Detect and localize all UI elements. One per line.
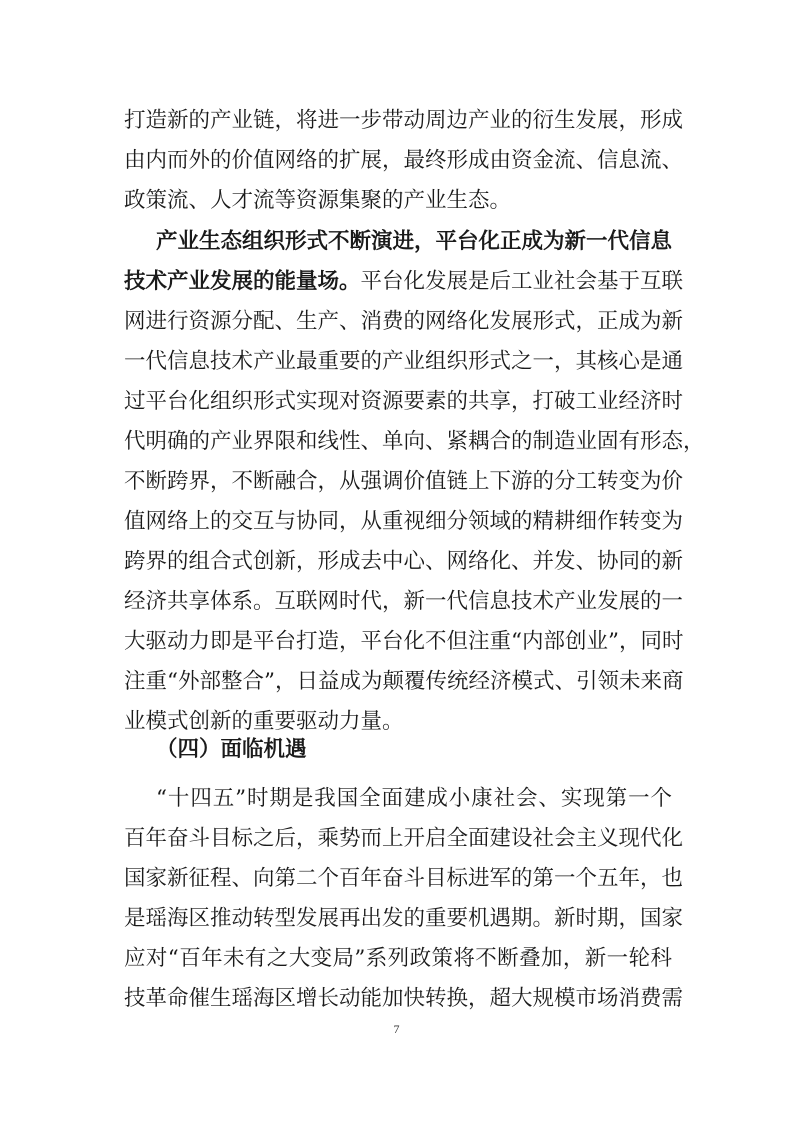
paragraph2-line-11: 大驱动力即是平台打造，平台化不但注重“内部创业”，同时 (124, 629, 684, 654)
paragraph2-line-7: 不断跨界，不断融合，从强调价值链上下游的分工转变为价 (124, 469, 684, 494)
paragraph2-line-2 (124, 262, 684, 302)
paragraph2-line-2-rest: 平台化发展是后工业社会基于互联 (360, 269, 684, 294)
paragraph2-line-13: 业模式创新的重要驱动力量。 (124, 709, 404, 734)
paragraph2-bold-line-1: 产业生态组织形式不断演进，平台化正成为新一代信息 (156, 229, 673, 254)
paragraph2-bold-lead: 技术产业发展的能量场。 (124, 269, 361, 294)
paragraph3-line-5: 应对“百年未有之大变局”系列政策将不断叠加，新一轮科 (124, 946, 672, 971)
paragraph2-line-5: 过平台化组织形式实现对资源要素的共享，打破工业经济时 (124, 389, 684, 414)
page-number: 7 (393, 1022, 400, 1036)
paragraph2-line-4: 一代信息技术产业最重要的产业组织形式之一，其核心是通 (124, 349, 684, 374)
paragraph1-line-3: 政策流、人才流等资源集聚的产业生态。 (124, 188, 512, 213)
paragraph3-line-3: 国家新征程、向第二个百年奋斗目标进军的第一个五年，也 (124, 866, 684, 891)
paragraph1-line-2: 由内而外的价值网络的扩展，最终形成由资金流、信息流、 (124, 148, 684, 173)
paragraph3-line-6: 技革命催生瑶海区增长动能加快转换，超大规模市场消费需 (124, 986, 684, 1011)
paragraph2-line-9: 跨界的组合式创新，形成去中心、网络化、并发、协同的新 (124, 549, 684, 574)
paragraph2-line-10: 经济共享体系。互联网时代，新一代信息技术产业发展的一 (124, 589, 684, 614)
paragraph3-line-1: “十四五”时期是我国全面建成小康社会、实现第一个 (156, 786, 672, 811)
paragraph1-line-1: 打造新的产业链，将进一步带动周边产业的衍生发展，形成 (124, 108, 684, 133)
section-heading: （四）面临机遇 (156, 737, 307, 762)
paragraph3-line-2: 百年奋斗目标之后，乘势而上开启全面建设社会主义现代化 (124, 826, 684, 851)
paragraph2-line-12: 注重“外部整合”，日益成为颠覆传统经济模式、引领未来商 (124, 669, 684, 694)
paragraph3-line-4: 是瑶海区推动转型发展再出发的重要机遇期。新时期，国家 (124, 906, 684, 931)
paragraph2-line-6: 代明确的产业界限和线性、单向、紧耦合的制造业固有形态， (124, 429, 705, 454)
paragraph2-line-8: 值网络上的交互与协同，从重视细分领域的精耕细作转变为 (124, 509, 684, 534)
paragraph2-line-3: 网进行资源分配、生产、消费的网络化发展形式，正成为新 (124, 309, 684, 334)
